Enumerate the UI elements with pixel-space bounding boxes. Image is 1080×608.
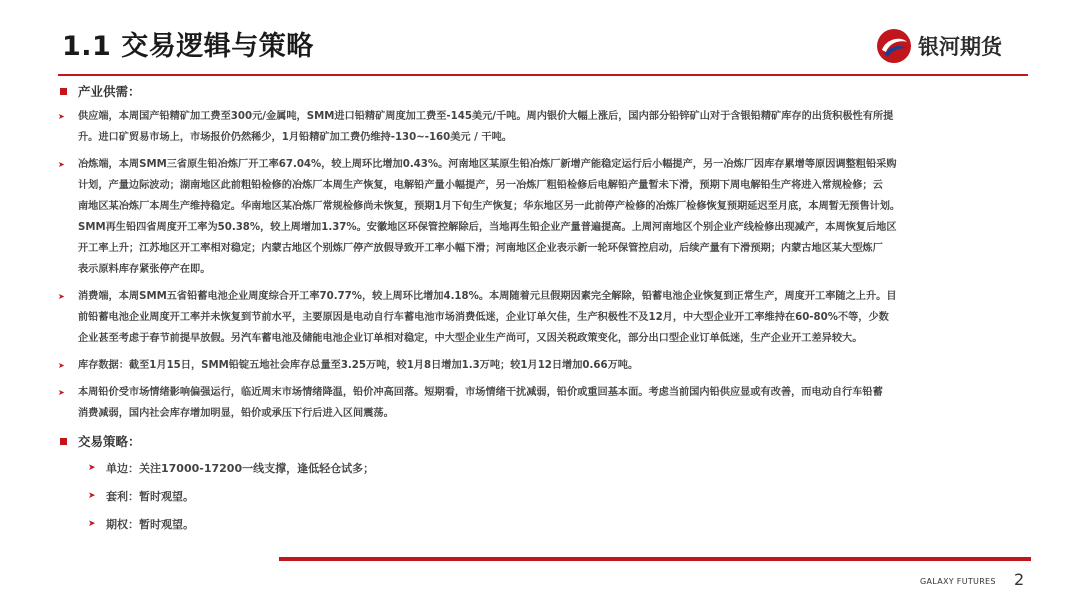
list-item-supply — [58, 106, 1030, 148]
item-text: 消费端，本周SMM五省铅蓄电池企业周度综合开工率70.77%，较上周环比增加4.18%。本周随着元旦假期因素完全解除，铅蓄电池企业恢复到正常生产，周度开工率随之上升。目 前铅蓄电池企业周度开工率并未恢复到节前水平，主要原因是电动自行车蓄电池市场消费低迷，企业订单欠佳，生产积极性不及12月，中大型企业开工率维持在60-80%不等，少数 企业甚至考虑于春节前提早放假。另汽车蓄电池及储能电池企业订单相对稳定，中大型企业生产尚可，又因关税政策变化，部分出口型企业订单低迷，生产企业开工差异较大。 — [78, 291, 897, 344]
footer-brand: GALAXY FUTURES — [920, 577, 996, 586]
heading-text: 交易策略： — [78, 434, 141, 449]
footer-divider — [279, 557, 1031, 561]
list-item-smelting — [58, 154, 1030, 280]
strategy-text: 期权：暂时观望。 — [106, 518, 194, 531]
section-heading-strategy — [58, 430, 1030, 452]
arrow-bullet-icon: ➤ — [88, 491, 96, 501]
logo-text: 银河期货 — [918, 35, 1002, 59]
item-text: 本周铅价受市场情绪影响偏强运行，临近周末市场情绪降温，铅价冲高回落。短期看，市场情绪干扰减弱，铅价或重回基本面。考虑当前国内铅供应显或有改善，而电动自行车铅蓄 消费减弱，国内社会库存增加明显，铅价或承压下行后进入区间震荡。 — [78, 387, 883, 419]
strategy-text: 套利：暂时观望。 — [106, 490, 194, 503]
main-content — [58, 80, 1030, 540]
arrow-bullet-icon: ➤ — [58, 361, 65, 370]
item-text: 供应端，本周国产铅精矿加工费至300元/金属吨，SMM进口铅精矿周度加工费至-145美元/千吨。周内银价大幅上涨后，国内部分铅锌矿山对于含银铅精矿库存的出货积极性有所提 升。进口矿贸易市场上，市场报价仍然稀少，1月铅精矿加工费仍维持-130~-160美元 / 干吨。 — [78, 111, 894, 143]
item-text: 冶炼端，本周SMM三省原生铅冶炼厂开工率67.04%，较上周环比增加0.43%。河南地区某原生铅冶炼厂新增产能稳定运行后小幅提产，另一冶炼厂因库存累增等原因调整粗铅采购 计划，产量边际波动；湖南地区此前粗铅检修的冶炼厂本周生产恢复，电解铅产量小幅提产，另一冶炼厂粗铅检修后电解铅产量暂未下滑，预期下周电解铅生产将进入常规检修；云 南地区某冶炼厂本周生产维持稳定。华南地区某冶炼厂常规检修尚未恢复，预期1月下旬生产恢复；华东地区另一此前停产检修的冶炼厂检修恢复预期延迟至月底，本周暂无预售计划。 SMM再生铅四省周度开工率为50.38%，较上周增加1.37%。安徽地区环保管控解除后，当地再生铅企业产量普遍提高。上周河南地区个别企业产线检修出现减产，本周恢复后地区 开工率上升；江苏地区开工率相对稳定；内蒙古地区个别炼厂停产放假导致开工率小幅下滑；河南地区企业表示新一轮环保管控启动，后续产量有下滑预期；内蒙古地区某大型炼厂 表示原料库存紧张停产在即。 — [78, 159, 901, 275]
list-item-consumption — [58, 286, 1030, 349]
arrow-bullet-icon: ➤ — [58, 160, 65, 169]
arrow-bullet-icon: ➤ — [58, 292, 65, 301]
strategy-item-options — [88, 512, 1030, 536]
arrow-bullet-icon: ➤ — [88, 519, 96, 529]
square-bullet-icon — [60, 88, 67, 95]
galaxy-logo-icon — [876, 28, 912, 64]
square-bullet-icon — [60, 438, 67, 445]
item-text: 库存数据：截至1月15日，SMM铅锭五地社会库存总量至3.25万吨，较1月8日增加1.3万吨；较1月12日增加0.66万吨。 — [78, 360, 639, 371]
page-title: 1.1 交易逻辑与策略 — [62, 31, 314, 62]
section-heading-supply — [58, 80, 1030, 102]
company-logo — [876, 28, 1002, 64]
strategy-item-arbitrage — [88, 484, 1030, 508]
heading-text: 产业供需： — [78, 84, 141, 99]
arrow-bullet-icon: ➤ — [88, 463, 96, 473]
strategy-text: 单边：关注17000-17200一线支撑，逢低轻仓试多； — [106, 462, 375, 475]
list-item-inventory — [58, 355, 1030, 376]
strategy-item-single-side — [88, 456, 1030, 480]
header-divider — [58, 74, 1028, 76]
page-number: 2 — [1014, 570, 1025, 589]
arrow-bullet-icon: ➤ — [58, 112, 65, 121]
list-item-outlook — [58, 382, 1030, 424]
arrow-bullet-icon: ➤ — [58, 388, 65, 397]
